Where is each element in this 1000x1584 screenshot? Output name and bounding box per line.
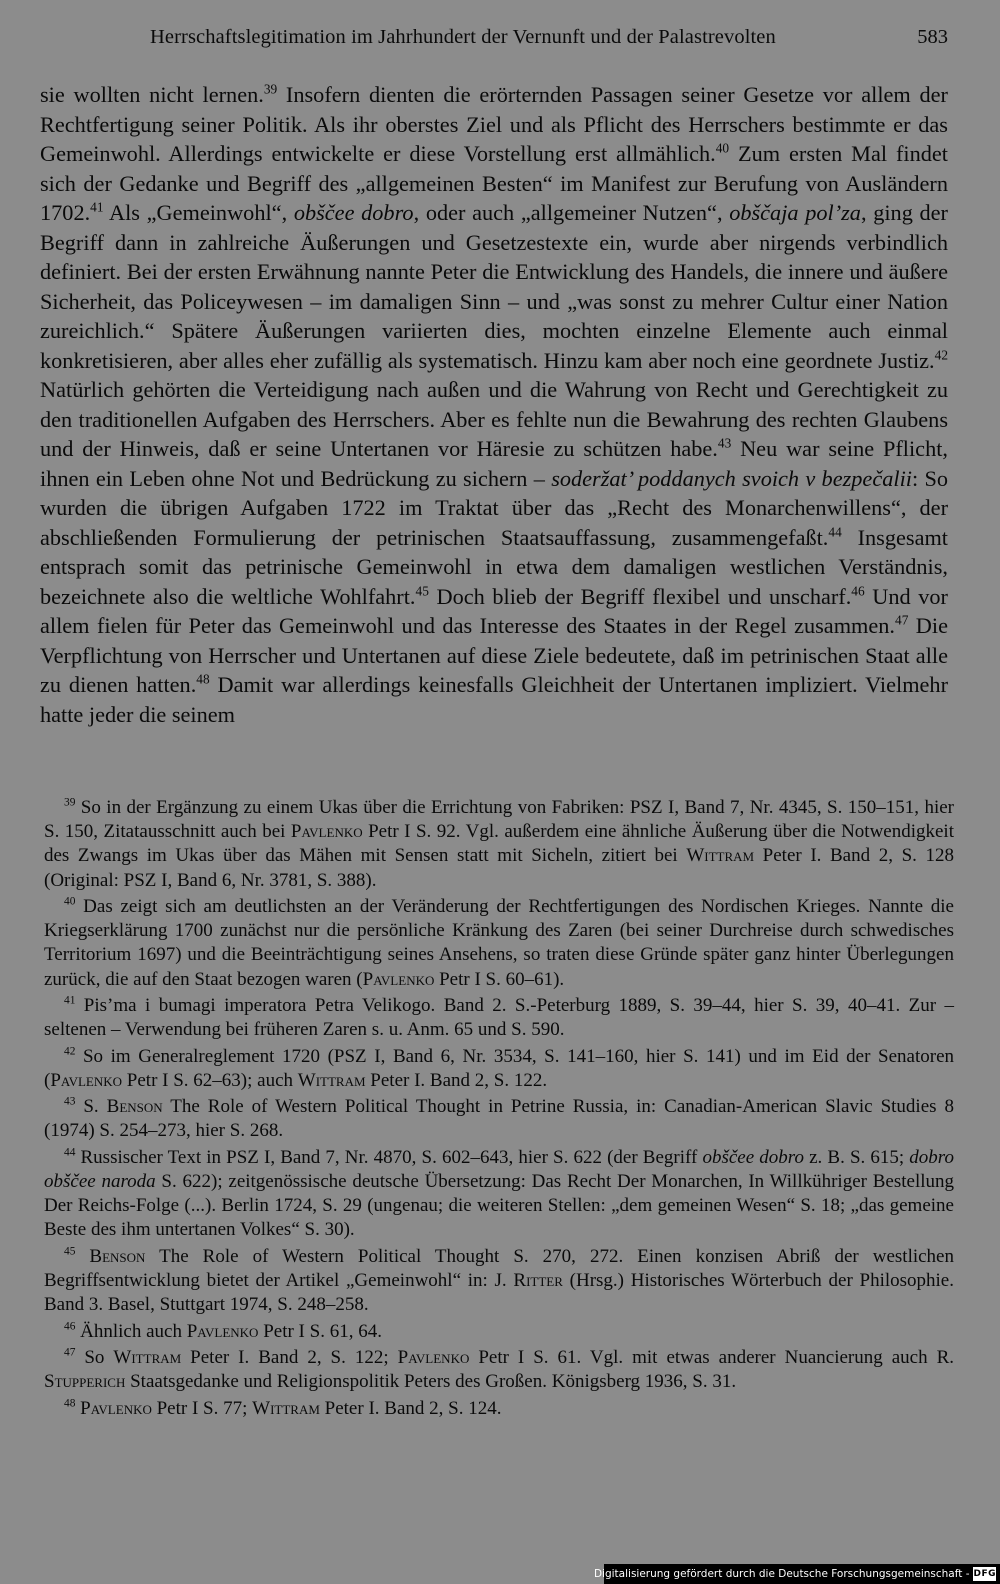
text-run: Damit war allerdings keinesfalls Gleichheit der Untertanen impliziert. Vielmehr hatte jeder die seinem xyxy=(40,672,949,727)
author-name: Ritter xyxy=(513,1269,563,1291)
text-run: Zum ersten Mal findet sich der Gedanke und Begriff des „allgemeinen Besten“ im Manifest zur Berufung von Ausländern 1702. xyxy=(40,141,948,225)
footnote xyxy=(44,1245,954,1318)
text-run: Natürlich gehörten die Verteidigung nach außen und die Wahrung von Recht und Gerechtigkeit zu den traditionellen Aufgaben des Herrschers. Aber es fehlte nun die Bewahrung des rechten Glaubens und der Hinweis, daß er seine Untertanen vor Häresie zu schützen habe. xyxy=(40,377,948,461)
text-run: Neu war seine Pflicht, ihnen ein Leben ohne Not und Bedrückung zu sichern – xyxy=(40,436,948,491)
note-reference: 41 xyxy=(90,199,104,215)
text-run: Peter I. Band 2, S. 122; xyxy=(181,1346,398,1368)
page-header xyxy=(40,22,948,56)
text-run: So xyxy=(75,1346,114,1368)
digitization-credit-bar xyxy=(593,1564,1000,1584)
text-run: sie wollten nicht lernen. xyxy=(40,82,264,107)
text-run: Insgesamt entsprach somit das petrinische Gemeinwohl in etwa dem damaligen westlichen Verständnis, bezeichnete also die weltliche Wohlfahrt. xyxy=(40,524,949,609)
text-run: Als „Gemeinwohl“, xyxy=(103,200,294,225)
note-reference: 46 xyxy=(64,1320,76,1333)
note-reference: 44 xyxy=(828,523,842,539)
footnotes xyxy=(44,796,954,1423)
text-run: (Hrsg.) Historisches Wörterbuch der Philosophie. Band 3. Basel, Stuttgart 1974, S. 248–258. xyxy=(44,1269,954,1316)
author-name: Pavlenko xyxy=(50,1069,123,1091)
text-run: Pis’ma i bumagi imperatora Petra Velikogo. Band 2. S.-Peterburg 1889, S. 39–44, hier S. 39, 40–41. Zur – seltenen – Verwendung bei früheren Zaren s. u. Anm. 65 und S. 590. xyxy=(44,995,954,1041)
text-run: Petr I S. 62–63); auch xyxy=(122,1069,298,1091)
text-run: : So wurden die übrigen Aufgaben 1722 im Traktat über das „Recht des Monarchenwillens“, der abschließenden Formulierung der petrinischen Staatsauffassung, zusammengefaßt. xyxy=(40,465,949,550)
author-name: Wittram xyxy=(686,845,755,867)
italic-term: soderžat’ poddanych svoich v bezpečalii xyxy=(551,465,912,491)
note-reference: 45 xyxy=(415,582,429,598)
text-run: z. B. S. 615; xyxy=(803,1146,910,1168)
text-run: Russischer Text in PSZ I, Band 7, Nr. 4870, S. 602–643, hier S. 622 (der Begriff xyxy=(75,1146,703,1168)
text-run: Petr I S. 92. Vgl. außerdem eine ähnliche Äußerung über die Notwendigkeit des Zwangs im Ukas über das Mähen mit Sensen statt mit Sicheln, zitiert bei xyxy=(44,821,954,867)
text-run: Das zeigt sich am deutlichsten an der Veränderung der Rechtfertigungen des Nordischen Krieges. Nannte die Kriegserklärung 1700 zunächst nur die persönliche Kränkung des Zaren (bei seiner Durchreise durch schwedisches Territorium 1697) und die Beeinträchtigung seines Ansehens, so traten diese Gründe später ganz hinter Überlegungen zurück, die auf den Staat bezogen waren ( xyxy=(44,896,954,990)
note-reference: 40 xyxy=(64,895,76,908)
note-reference: 39 xyxy=(263,81,278,97)
text-run: , oder auch „allgemeiner Nutzen“, xyxy=(413,200,730,225)
italic-term: obščee dobro xyxy=(702,1146,804,1168)
note-reference: 39 xyxy=(64,796,76,809)
italic-term: obščee dobro xyxy=(293,200,414,225)
text-run: Peter I. Band 2, S. 122. xyxy=(365,1069,548,1091)
note-reference: 48 xyxy=(64,1397,76,1410)
note-reference: 46 xyxy=(851,582,865,598)
text-run: Insofern dienten die erörternden Passagen seiner Gesetze vor allem der Rechtfertigung seiner Politik. Als ihr oberstes Ziel und als Pflicht des Herrschers bestimmte er das Gemeinwohl. Allerdings entwickelte er diese Vorstellung erst allmählich. xyxy=(40,82,948,166)
text-run: Peter I. Band 2, S. 124. xyxy=(319,1397,502,1419)
text-run: Petr I S. 60–61). xyxy=(434,968,565,990)
credit-text: Digitalisierung gefördert durch die Deutsche Forschungsgemeinschaft - xyxy=(593,1568,970,1580)
body-paragraph xyxy=(40,80,948,729)
note-reference: 44 xyxy=(64,1146,76,1159)
dfg-logo-icon: DFG xyxy=(973,1569,996,1579)
author-name: Pavlenko xyxy=(80,1397,152,1419)
note-reference: 42 xyxy=(64,1045,76,1058)
text-run: The Role of Western Political Thought S. 270, 272. Einen konzisen Abriß der westlichen Begriffsentwicklung bietet der Artikel „Gemeinwohl“ in: J. xyxy=(44,1245,954,1291)
text-run: So in der Ergänzung zu einem Ukas über die Errichtung von Fabriken: PSZ I, Band 7, Nr. 4345, S. 150–151, hier S. 150, Zitatausschnitt auch bei xyxy=(44,797,954,843)
author-name: Pavlenko xyxy=(290,821,363,843)
text-run: The Role of Western Political Thought in Petrine Russia, in: Canadian-American Slavic Studies 8 (1974) S. 254–273, hier S. 268. xyxy=(44,1096,954,1142)
note-reference: 45 xyxy=(64,1245,76,1258)
footnote xyxy=(44,1095,954,1143)
text-run: Staatsgedanke und Religionspolitik Peters des Großen. Königsberg 1936, S. 31. xyxy=(125,1371,737,1393)
note-reference: 40 xyxy=(715,140,730,156)
text-run: Petr I S. 61. Vgl. mit etwas anderer Nuancierung auch R. xyxy=(469,1346,954,1368)
text-run: Petr I S. 77; xyxy=(151,1397,253,1419)
footnote xyxy=(44,1397,954,1421)
note-reference: 43 xyxy=(64,1095,76,1108)
author-name: Pavlenko xyxy=(186,1320,259,1342)
author-name: Pavlenko xyxy=(397,1346,470,1368)
note-reference: 41 xyxy=(64,994,76,1007)
text-run: Die Verpflichtung von Herrscher und Untertanen auf diese Ziele bedeutete, daß im petrinischen Staat alle zu dienen hatten. xyxy=(40,613,948,697)
text-run: Ähnlich auch xyxy=(75,1320,187,1342)
text-run xyxy=(75,1246,89,1267)
text-run: So im Generalreglement 1720 (PSZ I, Band 6, Nr. 3534, S. 141–160, hier S. 141) und im Eid der Senatoren ( xyxy=(44,1045,954,1091)
italic-term: obščaja pol’za xyxy=(729,200,861,225)
author-name: Benson xyxy=(106,1096,163,1118)
text-run: Peter I. Band 2, S. 128 (Original: PSZ I, Band 6, Nr. 3781, S. 388). xyxy=(44,845,954,891)
note-reference: 43 xyxy=(717,435,732,451)
text-run: S. xyxy=(75,1096,107,1118)
author-name: Wittram xyxy=(113,1346,182,1368)
author-name: Pavlenko xyxy=(362,968,435,990)
footnote xyxy=(44,1146,954,1243)
text-run: Petr I S. 61, 64. xyxy=(258,1320,382,1342)
note-reference: 47 xyxy=(64,1346,76,1359)
body-text xyxy=(40,80,948,729)
page-number: 583 xyxy=(917,26,948,48)
italic-term: dobro obščee naroda xyxy=(44,1146,954,1192)
note-reference: 42 xyxy=(934,346,948,362)
footnote xyxy=(44,1045,954,1093)
text-run: Doch blieb der Begriff flexibel und unscharf. xyxy=(428,583,852,609)
footnote xyxy=(44,994,954,1042)
author-name: Benson xyxy=(89,1245,146,1267)
text-run: S. 622); zeitgenössische deutsche Übersetzung: Das Recht Der Monarchen, In Willkühriger Bestellung Der Reichs-Folge (...). Berlin 1724, S. 29 (ungenau; die weiteren Stellen: „dem gemeinen Wesen“ S. 18; „das gemeine Beste des ihm untertanen Volkes“ S. 30). xyxy=(44,1170,954,1241)
footnote xyxy=(44,1320,954,1344)
author-name: Wittram xyxy=(252,1397,320,1419)
author-name: Stupperich xyxy=(44,1371,126,1393)
note-reference: 47 xyxy=(895,612,909,628)
running-title: Herrschaftslegitimation im Jahrhundert der Vernunft und der Palastrevolten xyxy=(150,26,776,48)
footnote xyxy=(44,796,954,893)
text-run: , ging der Begriff dann in zahlreiche Äußerungen und Gesetzestexte ein, wurde aber nirgends verbindlich definiert. Bei der ersten Erwähnung nannte Peter die Entwicklung des Handels, die innere und äußere Sicherheit, das Policeywesen – im damaligen Sinn – und „was sonst zu mehrer Cultur einer Nation zureichlich.“ Spätere Äußerungen variierten dies, mochten einzelne Elemente auch einmal konkretisieren, aber alles eher zufällig als systematisch. Hinzu kam aber noch eine geordnete Justiz. xyxy=(40,200,948,373)
footnote xyxy=(44,895,954,992)
author-name: Wittram xyxy=(297,1069,366,1091)
footnote xyxy=(44,1346,954,1394)
text-run: Und vor allem fielen für Peter das Gemeinwohl und das Interesse des Staates in der Regel zusammen. xyxy=(40,583,948,638)
note-reference: 48 xyxy=(196,671,210,687)
